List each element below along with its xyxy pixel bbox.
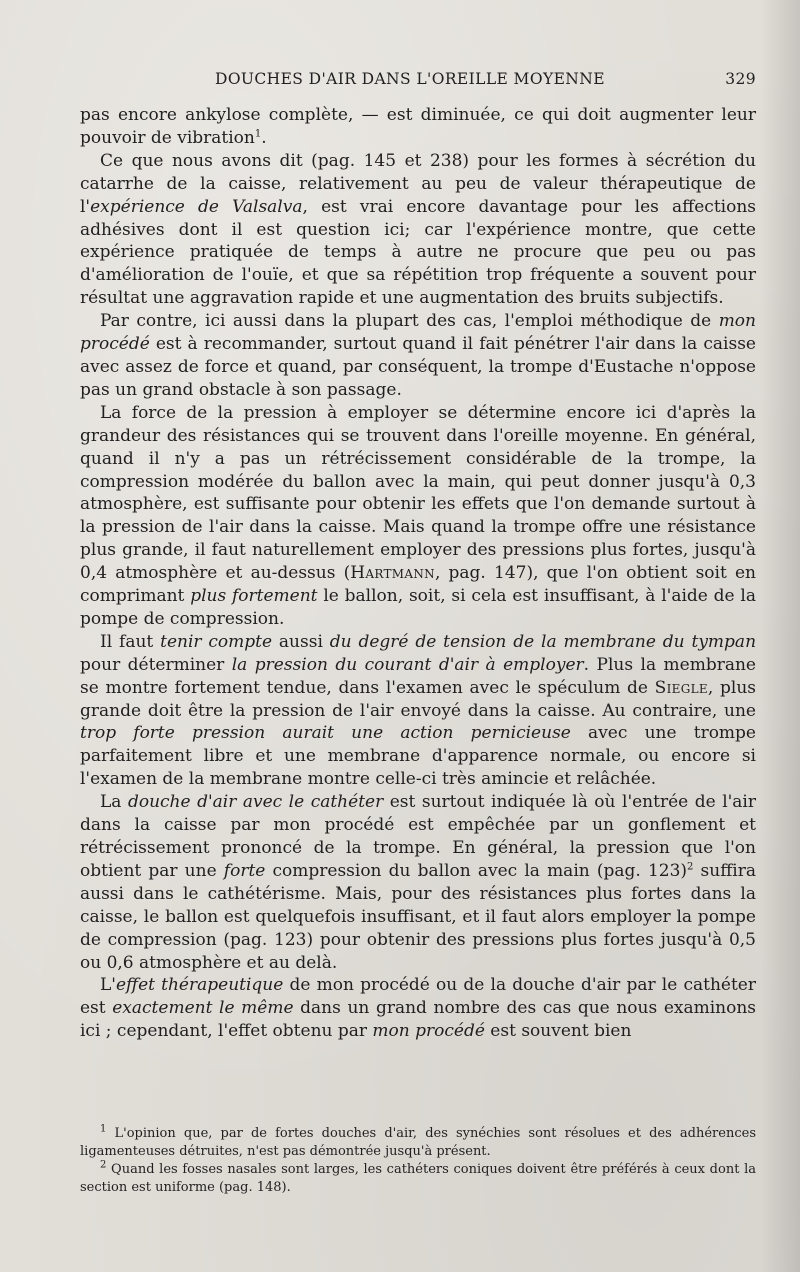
paragraph-7 [80, 974, 756, 1043]
italic-run: tenir compte [160, 631, 273, 652]
text-run: La [100, 792, 128, 813]
footnote-1 [80, 1125, 756, 1161]
paragraph-1 [80, 104, 756, 150]
text-run: . [261, 127, 267, 148]
italic-run: plus fortement [190, 586, 318, 607]
italic-run: exactement le même [112, 998, 294, 1019]
footnote-ref-1: 1 [254, 128, 262, 140]
footnotes [80, 1125, 756, 1197]
paragraph-2 [80, 150, 756, 310]
running-head [80, 70, 756, 94]
paragraph-3 [80, 310, 756, 402]
footnote-2 [80, 1161, 756, 1197]
text-run: Par contre, ici aussi dans la plupart des cas, l'emploi méthodique de [100, 311, 719, 332]
text-run: , est vrai encore davantage pour les affections adhésives dont il est question ici; car l'expérience montre, que cette expérience pratiquée de temps à autre ne procure que peu ou pas d'amélioration de l'ouïe, et que sa répétition trop fréquente a souvent pour résultat une aggravation rapide et une augmentation des bruits subjectifs. [80, 196, 756, 309]
text-run: La force de la pression à employer se détermine encore ici d'après la grandeur des résistances qui se trouvent dans l'oreille moyenne. En général, quand il n'y a pas un rétrécissement considérable de la trompe, la compression modérée du ballon avec la main, qui peut donner jusqu'à 0,3 atmosphère, est suffisante pour obtenir les effets que l'on demande surtout à la pression de l'air dans la caisse. Mais quand la trompe offre une résistance plus grande, il faut naturellement employer des pressions plus fortes, jusqu'à 0,4 atmosphère et au-dessus ( [80, 402, 756, 584]
footnote-ref-2: 2 [687, 861, 694, 873]
text-run: est souvent bien [484, 1021, 632, 1042]
page-number: 329 [725, 70, 756, 88]
text-run: de mon procédé ou de la douche d'air par le cathéter est [80, 975, 756, 1019]
italic-run: mon procédé [80, 311, 756, 355]
italic-run: trop forte pression aurait une action pernicieuse [80, 723, 571, 744]
footnote-marker: 2 [100, 1159, 107, 1171]
smallcaps-run: Hartmann [350, 563, 435, 584]
text-run: aussi [272, 631, 330, 652]
italic-run: la pression du courant d'air à employer [231, 654, 584, 675]
page-edge-shadow [760, 0, 800, 1272]
italic-run: du degré de tension de la membrane du tympan [329, 631, 756, 652]
italic-run: douche d'air avec le cathéter [127, 792, 384, 813]
text-run: dans un grand nombre des cas que nous examinons ici ; cependant, l'effet obtenu par [80, 998, 756, 1042]
text-run: est à recommander, surtout quand il fait pénétrer l'air dans la caisse avec assez de force et quand, par conséquent, la trompe d'Eustache n'oppose pas un grand obstacle à son passage. [80, 334, 756, 400]
footnote-text: L'opinion que, par de fortes douches d'air, des synéchies sont résolues et des adhérences ligamenteuses détruites, n'est pas démontrée jusqu'à présent. [80, 1126, 756, 1159]
text-run: compression du ballon avec la main (pag. 123) [265, 860, 688, 881]
paragraph-6 [80, 791, 756, 974]
text-run: . Plus la membrane se montre fortement tendue, dans l'examen avec le spéculum de [80, 654, 756, 698]
text-run: L' [100, 975, 116, 996]
smallcaps-run: Siegle [654, 677, 708, 698]
paragraph-4 [80, 402, 756, 631]
italic-run: effet thérapeutique [115, 975, 284, 996]
italic-run: expérience de Valsalva [90, 196, 303, 217]
body-text [80, 104, 756, 1079]
footnote-text: Quand les fosses nasales sont larges, les cathéters coniques doivent être préférés à ceux dont la section est uniforme (pag. 148). [80, 1162, 756, 1195]
text-run: pas encore ankylose complète, — est diminuée, ce qui doit augmenter leur pouvoir de vibration [80, 105, 756, 148]
text-run: suffira aussi dans le cathétérisme. Mais, pour des résistances plus fortes dans la caisse, le ballon est quelquefois insuffisant, et il faut alors employer la pompe de compression (pag. 123) pour obtenir des pressions plus fortes jusqu'à 0,5 ou 0,6 atmosphère et au delà. [80, 860, 756, 973]
text-run: , pag. 147), que l'on obtient soit en comprimant [80, 563, 756, 607]
text-run: le ballon, soit, si cela est insuffisant, à l'aide de la pompe de compression. [80, 586, 756, 629]
text-run: Il faut [100, 631, 161, 652]
text-run: avec une trompe parfaitement libre et une membrane d'apparence normale, ou encore si l'examen de la membrane montre celle-ci très amincie et relâchée. [80, 723, 756, 790]
text-run: Ce que nous avons dit (pag. 145 et 238) pour les formes à sécrétion du catarrhe de la caisse, relativement au peu de valeur thérapeutique de l' [80, 150, 756, 217]
text-run: , plus grande doit être la pression de l'air envoyé dans la caisse. Au contraire, une [80, 677, 756, 721]
text-run: pour déterminer [80, 654, 232, 675]
text-run: est surtout indiquée là où l'entrée de l'air dans la caisse par mon procédé est empêchée par un gonflement et rétrécissement prononcé de la trompe. En général, la pression que l'on obtient par une [80, 792, 756, 881]
running-title: DOUCHES D'AIR DANS L'OREILLE MOYENNE [215, 70, 605, 88]
paragraph-5 [80, 631, 756, 791]
footnote-marker: 1 [100, 1123, 107, 1135]
italic-run: forte [223, 860, 266, 881]
italic-run: mon procédé [372, 1021, 485, 1042]
